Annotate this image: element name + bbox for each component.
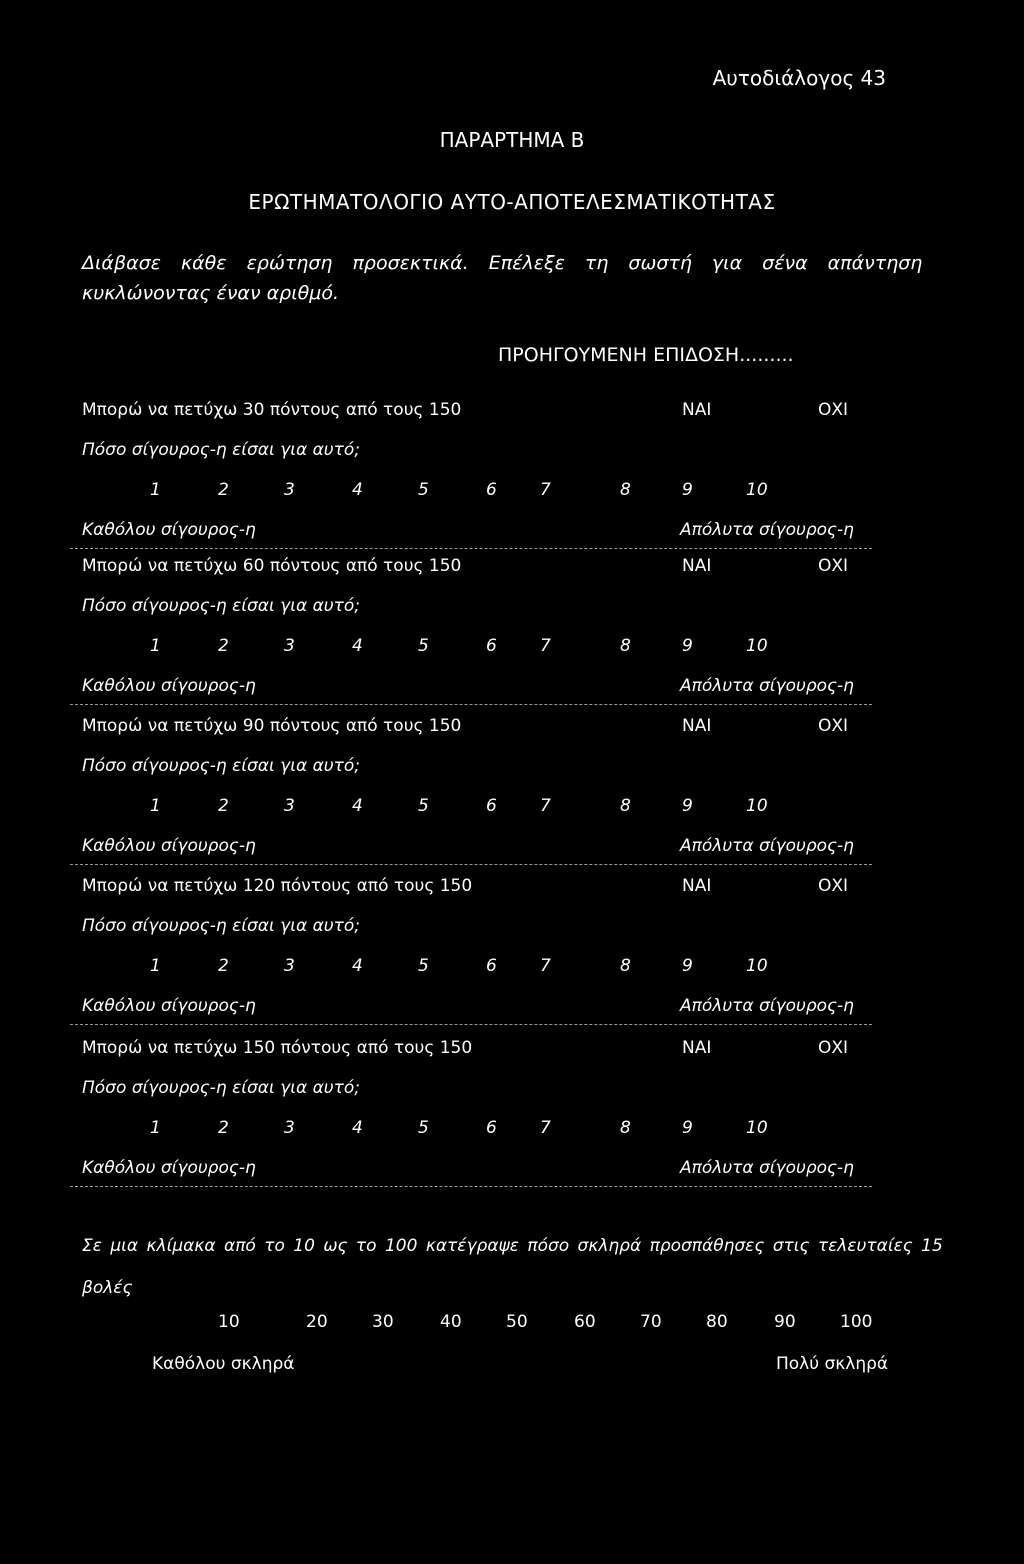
scale-option[interactable]: 4: [352, 480, 363, 500]
effort-scale-option[interactable]: 30: [372, 1312, 394, 1332]
confidence-prompt: Πόσο σίγουρος-η είσαι για αυτό;: [82, 440, 360, 460]
confidence-scale: [82, 1118, 782, 1142]
scale-option[interactable]: 9: [682, 796, 693, 816]
scale-option[interactable]: 1: [150, 636, 161, 656]
confidence-scale: [82, 956, 782, 980]
scale-option[interactable]: 8: [620, 796, 631, 816]
scale-option[interactable]: 3: [284, 636, 295, 656]
scale-option[interactable]: 10: [746, 480, 768, 500]
question-block: [82, 400, 872, 562]
scale-option[interactable]: 9: [682, 480, 693, 500]
effort-scale-left-label: Καθόλου σκληρά: [152, 1354, 295, 1374]
scale-option[interactable]: 6: [486, 796, 497, 816]
page-header-label: Αυτοδιάλογος 43: [712, 66, 886, 90]
question-text: Μπορώ να πετύχω 60 πόντους από τους 150: [82, 556, 462, 576]
yes-option[interactable]: ΝΑΙ: [682, 556, 712, 576]
scale-right-label: Απόλυτα σίγουρος-η: [680, 520, 854, 540]
scale-option[interactable]: 6: [486, 1118, 497, 1138]
scale-option[interactable]: 4: [352, 796, 363, 816]
effort-scale-option[interactable]: 60: [574, 1312, 596, 1332]
question-block: [82, 556, 872, 718]
scale-option[interactable]: 1: [150, 956, 161, 976]
question-text: Μπορώ να πετύχω 30 πόντους από τους 150: [82, 400, 462, 420]
scale-right-label: Απόλυτα σίγουρος-η: [680, 996, 854, 1016]
effort-scale-option[interactable]: 50: [506, 1312, 528, 1332]
yes-option[interactable]: ΝΑΙ: [682, 876, 712, 896]
scale-option[interactable]: 5: [418, 636, 429, 656]
scale-option[interactable]: 7: [540, 636, 551, 656]
effort-scale-right-label: Πολύ σκληρά: [776, 1354, 889, 1374]
effort-scale-option[interactable]: 40: [440, 1312, 462, 1332]
scale-option[interactable]: 7: [540, 956, 551, 976]
scale-option[interactable]: 3: [284, 796, 295, 816]
scale-right-label: Απόλυτα σίγουρος-η: [680, 836, 854, 856]
scale-option[interactable]: 9: [682, 1118, 693, 1138]
effort-question-line-1: Σε μια κλίμακα από το 10 ως το 100 κατέγραψε πόσο σκληρά προσπάθησες στις τελευταίες 15: [82, 1236, 943, 1256]
question-text: Μπορώ να πετύχω 90 πόντους από τους 150: [82, 716, 462, 736]
yes-option[interactable]: ΝΑΙ: [682, 716, 712, 736]
effort-scale-option[interactable]: 20: [306, 1312, 328, 1332]
scale-option[interactable]: 2: [218, 796, 229, 816]
scale-option[interactable]: 2: [218, 1118, 229, 1138]
scale-option[interactable]: 2: [218, 956, 229, 976]
scale-option[interactable]: 5: [418, 1118, 429, 1138]
scale-option[interactable]: 2: [218, 480, 229, 500]
previous-performance-label: ΠΡΟΗΓΟΥΜΕΝΗ ΕΠΙΔΟΣΗ.........: [498, 344, 794, 366]
confidence-scale: [82, 636, 782, 660]
scale-option[interactable]: 6: [486, 480, 497, 500]
scale-option[interactable]: 8: [620, 636, 631, 656]
scale-option[interactable]: 3: [284, 956, 295, 976]
scale-option[interactable]: 10: [746, 796, 768, 816]
scale-option[interactable]: 9: [682, 956, 693, 976]
divider: [70, 548, 872, 549]
instructions-line-2: κυκλώνοντας έναν αριθμό.: [82, 282, 340, 304]
question-block: [82, 876, 872, 1038]
scale-option[interactable]: 7: [540, 1118, 551, 1138]
scale-left-label: Καθόλου σίγουρος-η: [82, 836, 256, 856]
scale-option[interactable]: 8: [620, 956, 631, 976]
instructions-line-1: Διάβασε κάθε ερώτηση προσεκτικά. Επέλεξε τη σωστή για σένα απάντηση: [82, 252, 923, 274]
scale-option[interactable]: 4: [352, 956, 363, 976]
scale-left-label: Καθόλου σίγουρος-η: [82, 996, 256, 1016]
scale-right-label: Απόλυτα σίγουρος-η: [680, 1158, 854, 1178]
question-text: Μπορώ να πετύχω 120 πόντους από τους 150: [82, 876, 473, 896]
scale-option[interactable]: 10: [746, 636, 768, 656]
question-text: Μπορώ να πετύχω 150 πόντους από τους 150: [82, 1038, 473, 1058]
divider: [70, 1186, 872, 1187]
scale-option[interactable]: 1: [150, 1118, 161, 1138]
scale-option[interactable]: 10: [746, 1118, 768, 1138]
yes-option[interactable]: ΝΑΙ: [682, 400, 712, 420]
confidence-prompt: Πόσο σίγουρος-η είσαι για αυτό;: [82, 756, 360, 776]
appendix-title: ΠΑΡΑΡΤΗΜΑ Β: [439, 128, 585, 152]
scale-option[interactable]: 6: [486, 636, 497, 656]
scale-option[interactable]: 3: [284, 480, 295, 500]
question-block: [82, 716, 872, 878]
effort-scale-option[interactable]: 70: [640, 1312, 662, 1332]
scale-option[interactable]: 3: [284, 1118, 295, 1138]
scale-left-label: Καθόλου σίγουρος-η: [82, 1158, 256, 1178]
scale-option[interactable]: 7: [540, 480, 551, 500]
scale-option[interactable]: 7: [540, 796, 551, 816]
question-block: [82, 1038, 872, 1200]
effort-scale-option[interactable]: 90: [774, 1312, 796, 1332]
scale-option[interactable]: 8: [620, 1118, 631, 1138]
no-option[interactable]: ΟΧΙ: [818, 716, 849, 736]
scale-option[interactable]: 8: [620, 480, 631, 500]
scale-option[interactable]: 4: [352, 636, 363, 656]
divider: [70, 1024, 872, 1025]
effort-scale-option[interactable]: 100: [840, 1312, 873, 1332]
confidence-scale: [82, 796, 782, 820]
no-option[interactable]: ΟΧΙ: [818, 1038, 849, 1058]
effort-scale-option[interactable]: 80: [706, 1312, 728, 1332]
no-option[interactable]: ΟΧΙ: [818, 876, 849, 896]
effort-question-line-2: βολές: [82, 1278, 133, 1298]
no-option[interactable]: ΟΧΙ: [818, 556, 849, 576]
confidence-prompt: Πόσο σίγουρος-η είσαι για αυτό;: [82, 596, 360, 616]
scale-option[interactable]: 1: [150, 796, 161, 816]
scale-option[interactable]: 4: [352, 1118, 363, 1138]
scale-option[interactable]: 5: [418, 796, 429, 816]
scale-option[interactable]: 9: [682, 636, 693, 656]
scale-left-label: Καθόλου σίγουρος-η: [82, 676, 256, 696]
yes-option[interactable]: ΝΑΙ: [682, 1038, 712, 1058]
divider: [70, 864, 872, 865]
confidence-scale: [82, 480, 782, 504]
effort-scale: [0, 1312, 1024, 1336]
divider: [70, 704, 872, 705]
confidence-prompt: Πόσο σίγουρος-η είσαι για αυτό;: [82, 1078, 360, 1098]
questionnaire-title: ΕΡΩΤΗΜΑΤΟΛΟΓΙΟ ΑΥΤΟ-ΑΠΟΤΕΛΕΣΜΑΤΙΚΟΤΗΤΑΣ: [248, 190, 776, 214]
effort-scale-option[interactable]: 10: [218, 1312, 240, 1332]
scale-option[interactable]: 5: [418, 956, 429, 976]
no-option[interactable]: ΟΧΙ: [818, 400, 849, 420]
scale-right-label: Απόλυτα σίγουρος-η: [680, 676, 854, 696]
scale-option[interactable]: 1: [150, 480, 161, 500]
scale-option[interactable]: 10: [746, 956, 768, 976]
scale-option[interactable]: 5: [418, 480, 429, 500]
scale-left-label: Καθόλου σίγουρος-η: [82, 520, 256, 540]
scale-option[interactable]: 6: [486, 956, 497, 976]
confidence-prompt: Πόσο σίγουρος-η είσαι για αυτό;: [82, 916, 360, 936]
scale-option[interactable]: 2: [218, 636, 229, 656]
